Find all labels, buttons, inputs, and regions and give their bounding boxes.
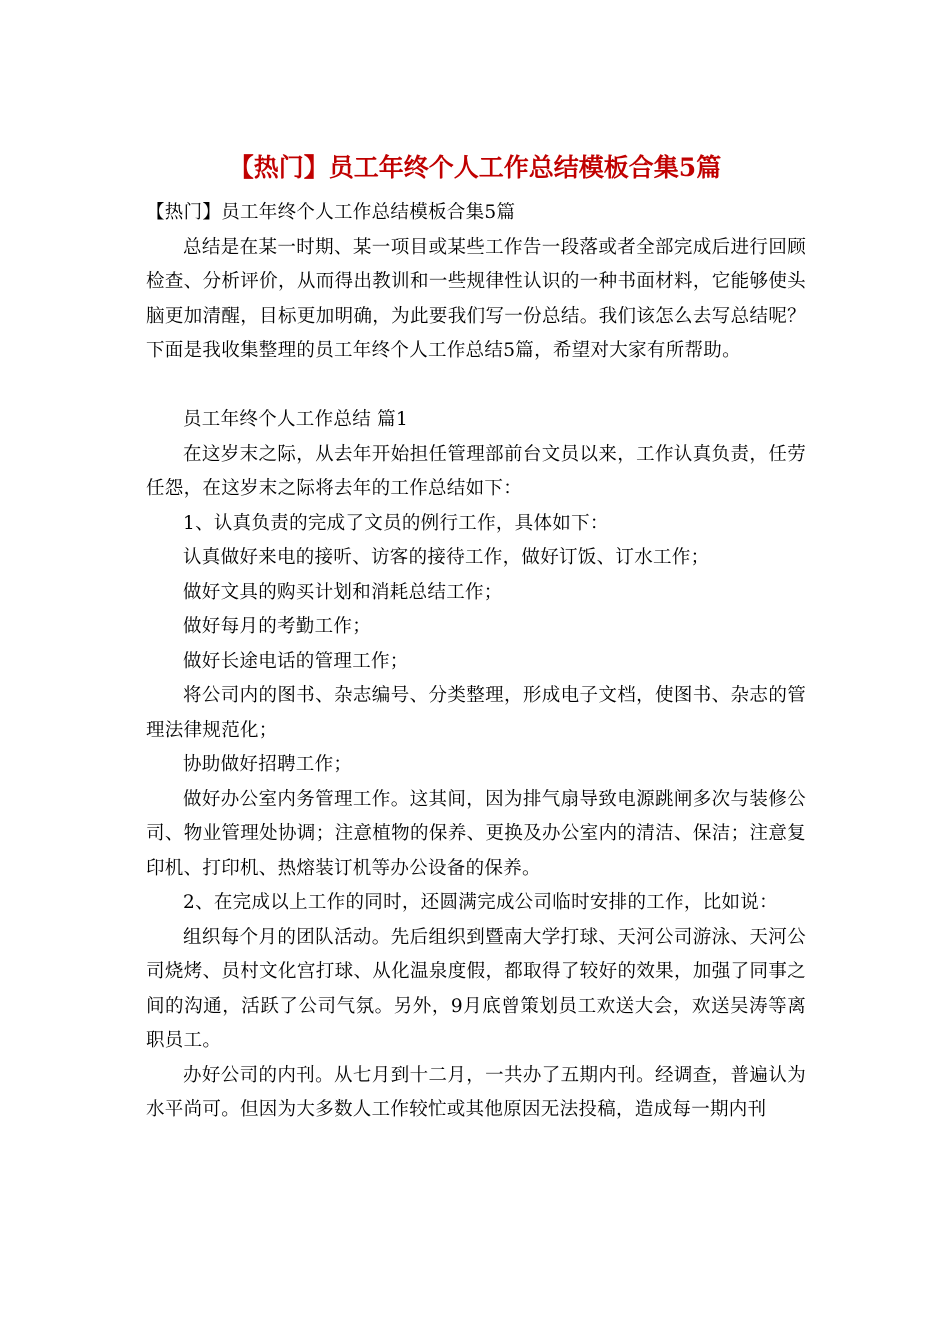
blank-line	[146, 369, 806, 404]
body-paragraph: 做好每月的考勤工作；	[183, 616, 372, 637]
body-paragraph: 将公司内的图书、杂志编号、分类整理，形成电子文档，使图书、杂志的管理法律规范化；	[146, 685, 806, 741]
document-title: 【热门】员工年终个人工作总结模板合集5篇	[228, 153, 722, 182]
section-heading: 员工年终个人工作总结 篇1	[183, 409, 409, 430]
body-paragraph: 1、认真负责的完成了文员的例行工作，具体如下：	[183, 512, 609, 534]
body-paragraph: 做好文具的购买计划和消耗总结工作；	[183, 581, 503, 603]
body-paragraph: 做好办公室内务管理工作。这其间，因为排气扇导致电源跳闸多次与装修公司、物业管理处协调；注意植物的保养、更换及办公室内的清洁、保洁；注意复印机、打印机、热熔装订机等办公设备的保养。	[146, 788, 806, 879]
document-subtitle: 【热门】员工年终个人工作总结模板合集5篇	[146, 202, 516, 223]
body-paragraph: 2、在完成以上工作的同时，还圆满完成公司临时安排的工作，比如说：	[183, 892, 778, 913]
document-body	[146, 196, 806, 1128]
body-paragraph: 协助做好招聘工作；	[183, 754, 353, 775]
body-paragraph: 在这岁末之际，从去年开始担任管理部前台文员以来，工作认真负责，任劳任怨，在这岁末之际将去年的工作总结如下：	[146, 443, 806, 499]
body-paragraph: 办好公司的内刊。从七月到十二月，一共办了五期内刊。经调查，普遍认为水平尚可。但因为大多数人工作较忙或其他原因无法投稿，造成每一期内刊	[146, 1064, 806, 1120]
intro-paragraph: 总结是在某一时期、某一项目或某些工作告一段落或者全部完成后进行回顾检查、分析评价，从而得出教训和一些规律性认识的一种书面材料，它能够使头脑更加清醒，目标更加明确，为此要我们写一份总结。我们该怎么去写总结呢？下面是我收集整理的员工年终个人工作总结5篇，希望对大家有所帮助。	[146, 236, 806, 361]
body-paragraph: 做好长途电话的管理工作；	[183, 650, 409, 672]
body-paragraph: 认真做好来电的接听、访客的接待工作，做好订饭、订水工作；	[183, 547, 710, 568]
body-paragraph: 组织每个月的团队活动。先后组织到暨南大学打球、天河公司游泳、天河公司烧烤、员村文化宫打球、从化温泉度假，都取得了较好的效果，加强了同事之间的沟通，活跃了公司气氛。另外，9月底曾策划员工欢送大会，欢送吴涛等离职员工。	[146, 926, 806, 1051]
